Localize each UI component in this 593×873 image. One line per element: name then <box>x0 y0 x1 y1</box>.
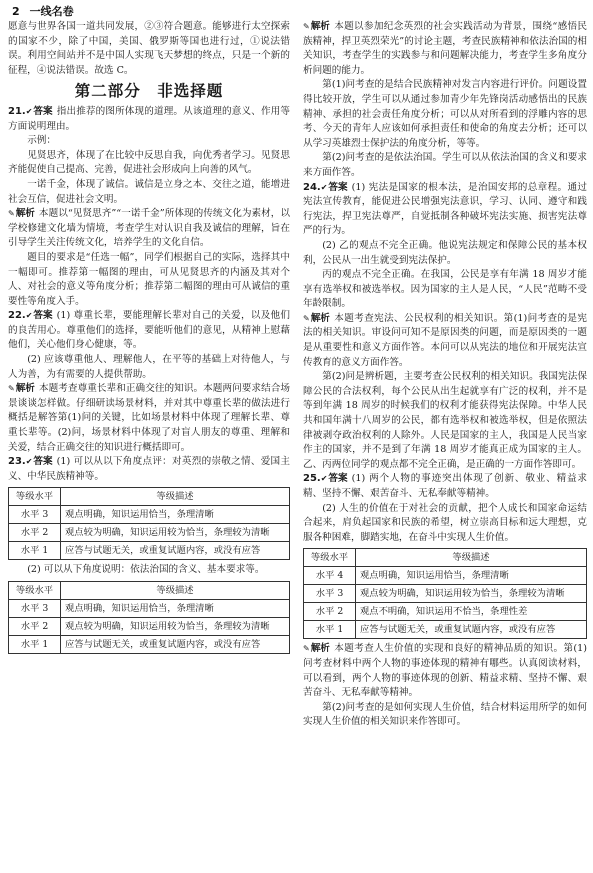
intro-paragraph: 愿意与世界各国一道共同发展，②③符合题意。能够进行太空探索的国家不少，除了中国，美国、俄罗斯等国也进行过，①说法错误。利用空间站并不是中国人实现飞天梦想的终点，只是一个新的征程，④说法错误。故选 C。 <box>8 21 290 76</box>
answer-check-icon: ✔ <box>25 457 33 467</box>
table-row: 水平 4 观点明确，知识运用恰当，条理清晰 <box>304 567 587 585</box>
table-header: 等级水平 <box>9 582 61 600</box>
table-row: 水平 1 应答与试题无关，或重复试题内容，或没有应答 <box>304 621 587 639</box>
table-row: 水平 2 观点较为明确，知识运用较为恰当，条理较为清晰 <box>9 524 290 542</box>
answer-check-icon: ✔ <box>320 474 328 484</box>
q23-analysis-3: 第(2)问考查的是依法治国。学生可以从依法治国的含义和要求来方面作答。 <box>303 152 587 178</box>
analysis-tag: ✎ 解析 <box>8 207 35 222</box>
analysis-pen-icon: ✎ <box>8 384 15 394</box>
answer-tag: ✔ 答案 <box>321 181 348 196</box>
q23-part2: (2) 可以从下角度说明：依法治国的含义、基本要求等。 <box>27 564 265 576</box>
table-header: 等级水平 <box>9 488 61 506</box>
analysis-pen-icon: ✎ <box>303 644 310 654</box>
analysis-pen-icon: ✎ <box>8 209 15 219</box>
answer-check-icon: ✔ <box>320 182 328 192</box>
q24-number: 24. <box>303 181 321 193</box>
section-title: 第二部分 非选择题 <box>74 82 224 101</box>
q24-analysis: ✎ 解析 本题考查宪法、公民权利的相关知识。第(1)问考查的是宪法的相关知识。审设问可知不是原因类的问题，而是原因类的一题是从重要性和意义方面作答。本问可以从宪法的地位和开展宪法宣传教育的意义方面作答。 <box>303 312 587 368</box>
q25-analysis: ✎ 解析 本题考查人生价值的实现和良好的精神品质的知识。第(1)问考查材料中两个人物的事迹体现的精神有哪些。认真阅读材料，可以看到，两个人物的事迹体现的创新、精益求精、坚持不懈、艰苦奋斗、无私奉献等精神。 <box>303 643 587 699</box>
q23-level-table-2 <box>8 581 290 654</box>
q21-number: 21. <box>8 105 26 117</box>
q25-answer-1: 25. ✔ 答案 (1) 两个人物的事迹突出体现了创新、敬业、精益求精、坚持不懈、艰苦奋斗、无私奉献等精神。 <box>303 473 587 499</box>
table-row: 水平 1 应答与试题无关，或重复试题内容，或没有应答 <box>9 636 290 654</box>
q24-analysis-2: 第(2)问是辨析题，主要考查公民权利的相关知识。我国宪法保障公民的合法权利，每个公民从出生起就享有广泛的权利，并不是等到年满 18 周岁的时候我们的权利才能获得宪法保障。中华人民共和国年满十八周岁的公民，都有选举权和被选举权，但是依照法律被剥夺政治权利的人除外。人民是国家的主人，我国是人民当家作主的国家，并不是到了年满 18 周岁才能真正成为国家的主人。乙、丙两位同学的观点都不完全正确，是正确的一方面作答即可。 <box>303 371 587 470</box>
q21-example-label: 示例： <box>27 135 56 147</box>
q23-analysis: ✎ 解析 本题以参加纪念英烈的社会实践活动为背景，围绕“感悟民族精神，捍卫英烈荣光”的讨论主题，考查民族精神和依法治国的相关知识，考查学生的实践参与和问题解决能力，考查学生多角度分析问题的能力。 <box>303 21 587 76</box>
q22-answer-1: 22. ✔ 答案 (1) 尊重长辈，要能理解长辈对自己的关爱，以及他们的良苦用心。尊重他们的选择，要能听他们的意见，从精神上慰藉他们，关心他们身心健康，等。 <box>8 310 290 351</box>
table-header: 等级描述 <box>356 549 587 567</box>
answer-tag: ✔ 答案 <box>26 455 53 470</box>
right-column <box>303 20 587 730</box>
analysis-tag: ✎ 解析 <box>303 642 330 657</box>
q25-level-table <box>303 548 587 639</box>
q23-analysis-2: 第(1)问考查的是结合民族精神对发言内容进行评价。问题设置得比较开放，学生可以从通过参加青少年先锋岗活动感悟出的民族精神、承担的社会责任角度分析；可以从对所看到的浮雕内容的思考、今天的青年人应该如何承担责任和使命的角度去分析；还可以从学习英雄烈士保护法的角度分析，等等。 <box>303 79 587 149</box>
q24-answer-1: 24. ✔ 答案 (1) 宪法是国家的根本法，是治国安邦的总章程。通过宪法宣传教育，能促进公民增强宪法意识，学习、认同、遵守和践行宪法，捍卫宪法尊严，自觉抵制各种破坏宪法实施、损害宪法尊严的行为。 <box>303 181 587 237</box>
table-row: 水平 3 观点明确，知识运用恰当，条理清晰 <box>9 506 290 524</box>
q22-number: 22. <box>8 310 26 322</box>
answer-tag: ✔ 答案 <box>321 472 348 487</box>
table-row: 水平 2 观点不明确，知识运用不恰当，条理性差 <box>304 603 587 621</box>
analysis-tag: ✎ 解析 <box>303 312 330 327</box>
page-header <box>12 4 74 20</box>
series-title: 一线名卷 <box>29 4 74 18</box>
answer-tag: ✔ 答案 <box>26 105 53 120</box>
answer-check-icon: ✔ <box>25 311 33 321</box>
question-24 <box>303 181 587 473</box>
q25-analysis-2: 第(2)问考查的是如何实现人生价值，结合材料运用所学的如何实现人生价值的相关知识来作答即可。 <box>303 701 587 728</box>
q24-answer-2: (2) 乙的观点不完全正确。他说宪法规定和保障公民的基本权利，公民从一出生就受到宪法保护。 <box>303 239 587 266</box>
table-header: 等级描述 <box>61 582 290 600</box>
table-row: 水平 1 应答与试题无关，或重复试题内容，或没有应答 <box>9 542 290 560</box>
question-25 <box>303 472 587 730</box>
page-number: 2 <box>12 4 20 18</box>
q24-answer-3: 丙的观点不完全正确。在我国，公民是享有年满 18 周岁才能享有选举权和被选举权。因为国家的主人是人民，“人民”范畴不受年龄限制。 <box>303 269 587 310</box>
q22-answer-2: (2) 应该尊重他人、理解他人，在平等的基础上对待他人，与人为善，为有需要的人提供帮助。 <box>8 354 290 380</box>
analysis-pen-icon: ✎ <box>303 313 310 323</box>
left-column <box>8 20 290 657</box>
question-22 <box>8 309 290 455</box>
answer-check-icon: ✔ <box>25 106 33 116</box>
question-23 <box>8 455 290 654</box>
q23-number: 23. <box>8 456 26 468</box>
question-21 <box>8 105 290 309</box>
q21-analysis-2: 题目的要求是“任选一幅”，同学们根据自己的实际，选择其中一幅即可。推荐第一幅图的理由，可从见贤思齐的内涵及其对个人、对社会的意义等角度分析；推荐第二幅图的理由可从诚信的重要性等角度入手。 <box>8 251 290 307</box>
q21-example-2: 一诺千金，体现了诚信。诚信是立身之本、交往之道，能增进社会互信，促进社会文明。 <box>8 178 290 205</box>
q23-level-table-1 <box>8 487 290 560</box>
q21-answer: 21. ✔ 答案 指出推荐的图所体现的道理。从该道理的意义、作用等方面说明理由。 <box>8 105 290 132</box>
q21-analysis: ✎ 解析 本题以“见贤思齐”“一诺千金”所体现的传统文化为素材，以学校修建文化墙为情境，考查学生对认识自我及诚信的理解，旨在引导学生关注传统文化，培养学生的文化自信。 <box>8 208 290 249</box>
q25-number: 25. <box>303 473 321 485</box>
table-row: 水平 2 观点较为明确，知识运用较为恰当，条理较为清晰 <box>9 618 290 636</box>
answer-tag: ✔ 答案 <box>26 309 53 324</box>
analysis-pen-icon: ✎ <box>303 22 310 31</box>
table-header: 等级水平 <box>304 549 356 567</box>
analysis-tag: ✎ 解析 <box>303 20 330 35</box>
q21-example-1: 见贤思齐，体现了在比较中反思自我，向优秀者学习。见贤思齐能促使自己提高、完善，促进社会形成向上向善的风气。 <box>8 149 290 176</box>
analysis-tag: ✎ 解析 <box>8 382 35 397</box>
table-row: 水平 3 观点较为明确，知识运用较为恰当，条理较为清晰 <box>304 585 587 603</box>
table-row: 水平 3 观点明确，知识运用恰当，条理清晰 <box>9 600 290 618</box>
table-header: 等级描述 <box>61 488 290 506</box>
q25-answer-2: (2) 人生的价值在于对社会的贡献，把个人成长和国家命运结合起来，肩负起国家和民族的希望，树立崇高目标和远大理想，克服各种困难，脚踏实地，在奋斗中实现人生价值。 <box>303 502 587 543</box>
q22-analysis: ✎ 解析 本题考查尊重长辈和正确交往的知识。本题两问要求结合场景谈谈怎样做。仔细研读场景材料，并对其中尊重长辈的做法进行概括是解答第(1)问的关键，比如场景材料中体现了理解长辈、尊重长辈等。(2)问，场景材料中体现了对盲人朋友的尊重、理解和关爱，结合正确交往的知识进行概括即可。 <box>8 383 290 453</box>
q23-part1: 23. ✔ 答案 (1) 可以从以下角度点评：对英烈的崇敬之情、爱国主义、中华民族精神等。 <box>8 456 290 482</box>
